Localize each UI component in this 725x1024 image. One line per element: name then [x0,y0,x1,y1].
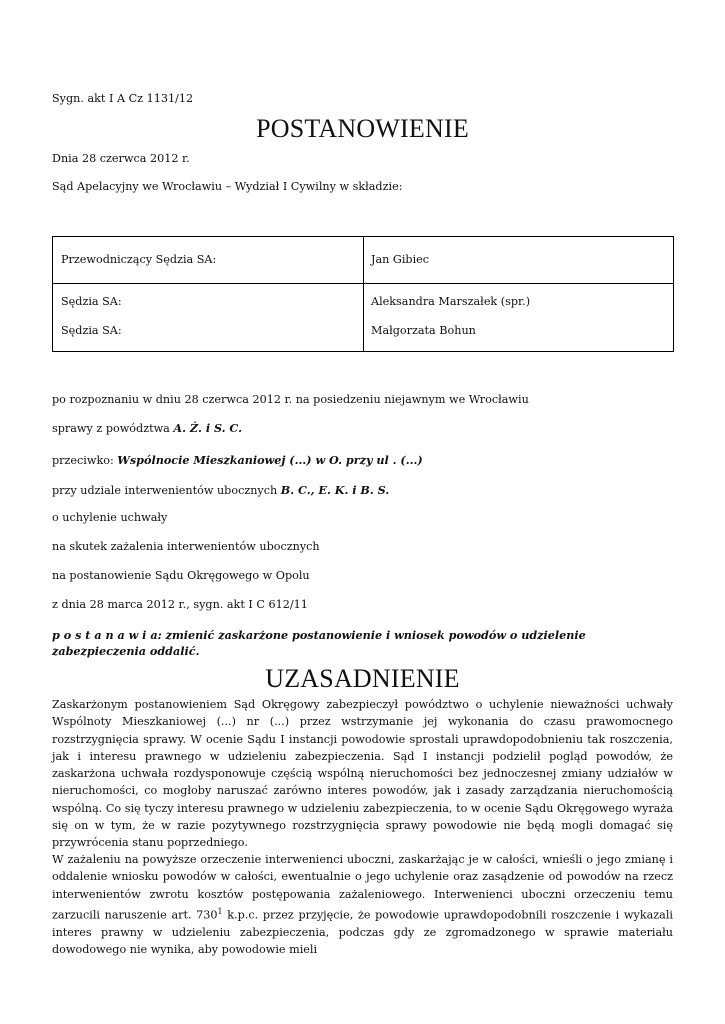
appeal-line: na skutek zażalenia interwenientów ubocznych [52,540,320,553]
justification-paragraph-1: Zaskarżonym postanowieniem Sąd Okręgowy zabezpieczył powództwo o uchylenie nieważności uchwały Wspólnoty Mieszkaniowej (...) nr (...) przez wstrzymanie jej wykonania do czasu prawomocnego rozstrzygnięcia sprawy. W ocenie Sądu I instancji powodowie sprostali uprawdopodobnieniu tak roszczenia, jak i interesu prawnego w udzieleniu zabezpieczenia. Sąd I instancji podzielił pogląd powodów, że zaskarżona uchwała rozdysponowuje częścią wspólną nieruchomości bez jednoczesnej zmiany udziałów w nieruchomości, co mogłoby naruszać zarówno interes powodów, jak i zasady zarządzania nieruchomością wspólną. Co się tyczy interesu prawnego w udzieleniu zabezpieczenia, to w ocenie Sądu Okręgowego wyraża się on w tym, że w razie pozytywnego rozstrzygnięcia sprawy powodowie nie będą mogli domagać się przywrócenia stanu poprzedniego. [52,698,673,850]
decision-paragraph [52,627,674,659]
table-divider-horizontal [53,283,673,284]
plaintiff-line [52,421,242,436]
court-line: Sąd Apelacyjny we Wrocławiu – Wydział I Cywilny w składzie: [52,180,403,193]
justification-paragraph-2 [52,851,673,959]
intervenors-prefix: przy udziale interwenientów ubocznych [52,484,281,497]
judge2-name: Małgorzata Bohun [371,324,476,337]
justification-title: UZASADNIENIE [265,664,460,693]
intervenors-line [52,483,389,498]
date-line: Dnia 28 czerwca 2012 r. [52,152,190,165]
ruling-reference-line: na postanowienie Sądu Okręgowego w Opolu [52,569,310,582]
subject-line: o uchylenie uchwały [52,511,168,524]
article-superscript: 1 [217,906,223,916]
paragraph2-text-a: W zażaleniu na powyższe orzeczenie interwenienci uboczni, zaskarżając je w całości, wnieśli o jego zmianę i oddalenie wniosku powodów w całości, ewentualnie o jego uchylenie oraz zasądzenie od powodów na rzecz interwenientów zwrotu kosztów postępowania zażaleniowego. Interwenienci uboczni orzeczeniu temu zarzucili naruszenie art. 730 [52,853,673,922]
judge2-label: Sędzia SA: [61,324,122,337]
decision-text: zmienić zaskarżone postanowienie i wniosek powodów o udzielenie zabezpieczenia oddalić. [52,628,586,658]
decision-prefix: p o s t a n a w i a: [52,628,162,642]
judge1-name: Aleksandra Marszałek (spr.) [371,295,531,308]
case-signature: Sygn. akt I A Cz 1131/12 [52,92,194,105]
hearing-line: po rozpoznaniu w dniu 28 czerwca 2012 r. na posiedzeniu niejawnym we Wrocławiu [52,393,529,406]
judge1-label: Sędzia SA: [61,295,122,308]
defendant-name: Wspólnocie Mieszkaniowej (...) w O. przy ul . (...) [117,453,423,467]
plaintiff-names: A. Ż. i S. C. [173,421,243,435]
document-title: POSTANOWIENIE [256,114,469,143]
paragraph2-text-b: k.p.c. przez przyjęcie, że powodowie uprawdopodobnili roszczenie i wykazali interes prawny w udzieleniu zabezpieczenia, podczas gdy ze zgromadzonego w sprawie materiału dowodowego nie wynika, aby powodowie mieli [52,908,673,957]
ruling-date-line: z dnia 28 marca 2012 r., sygn. akt I C 612/11 [52,598,308,611]
defendant-prefix: przeciwko: [52,454,118,467]
defendant-line [52,453,423,468]
chair-label: Przewodniczący Sędzia SA: [61,253,217,266]
court-composition-table [52,236,674,352]
table-divider-vertical [363,237,364,351]
intervenors-names: B. C., E. K. i B. S. [280,483,390,497]
plaintiff-prefix: sprawy z powództwa [52,422,174,435]
chair-name: Jan Gibiec [371,253,430,266]
